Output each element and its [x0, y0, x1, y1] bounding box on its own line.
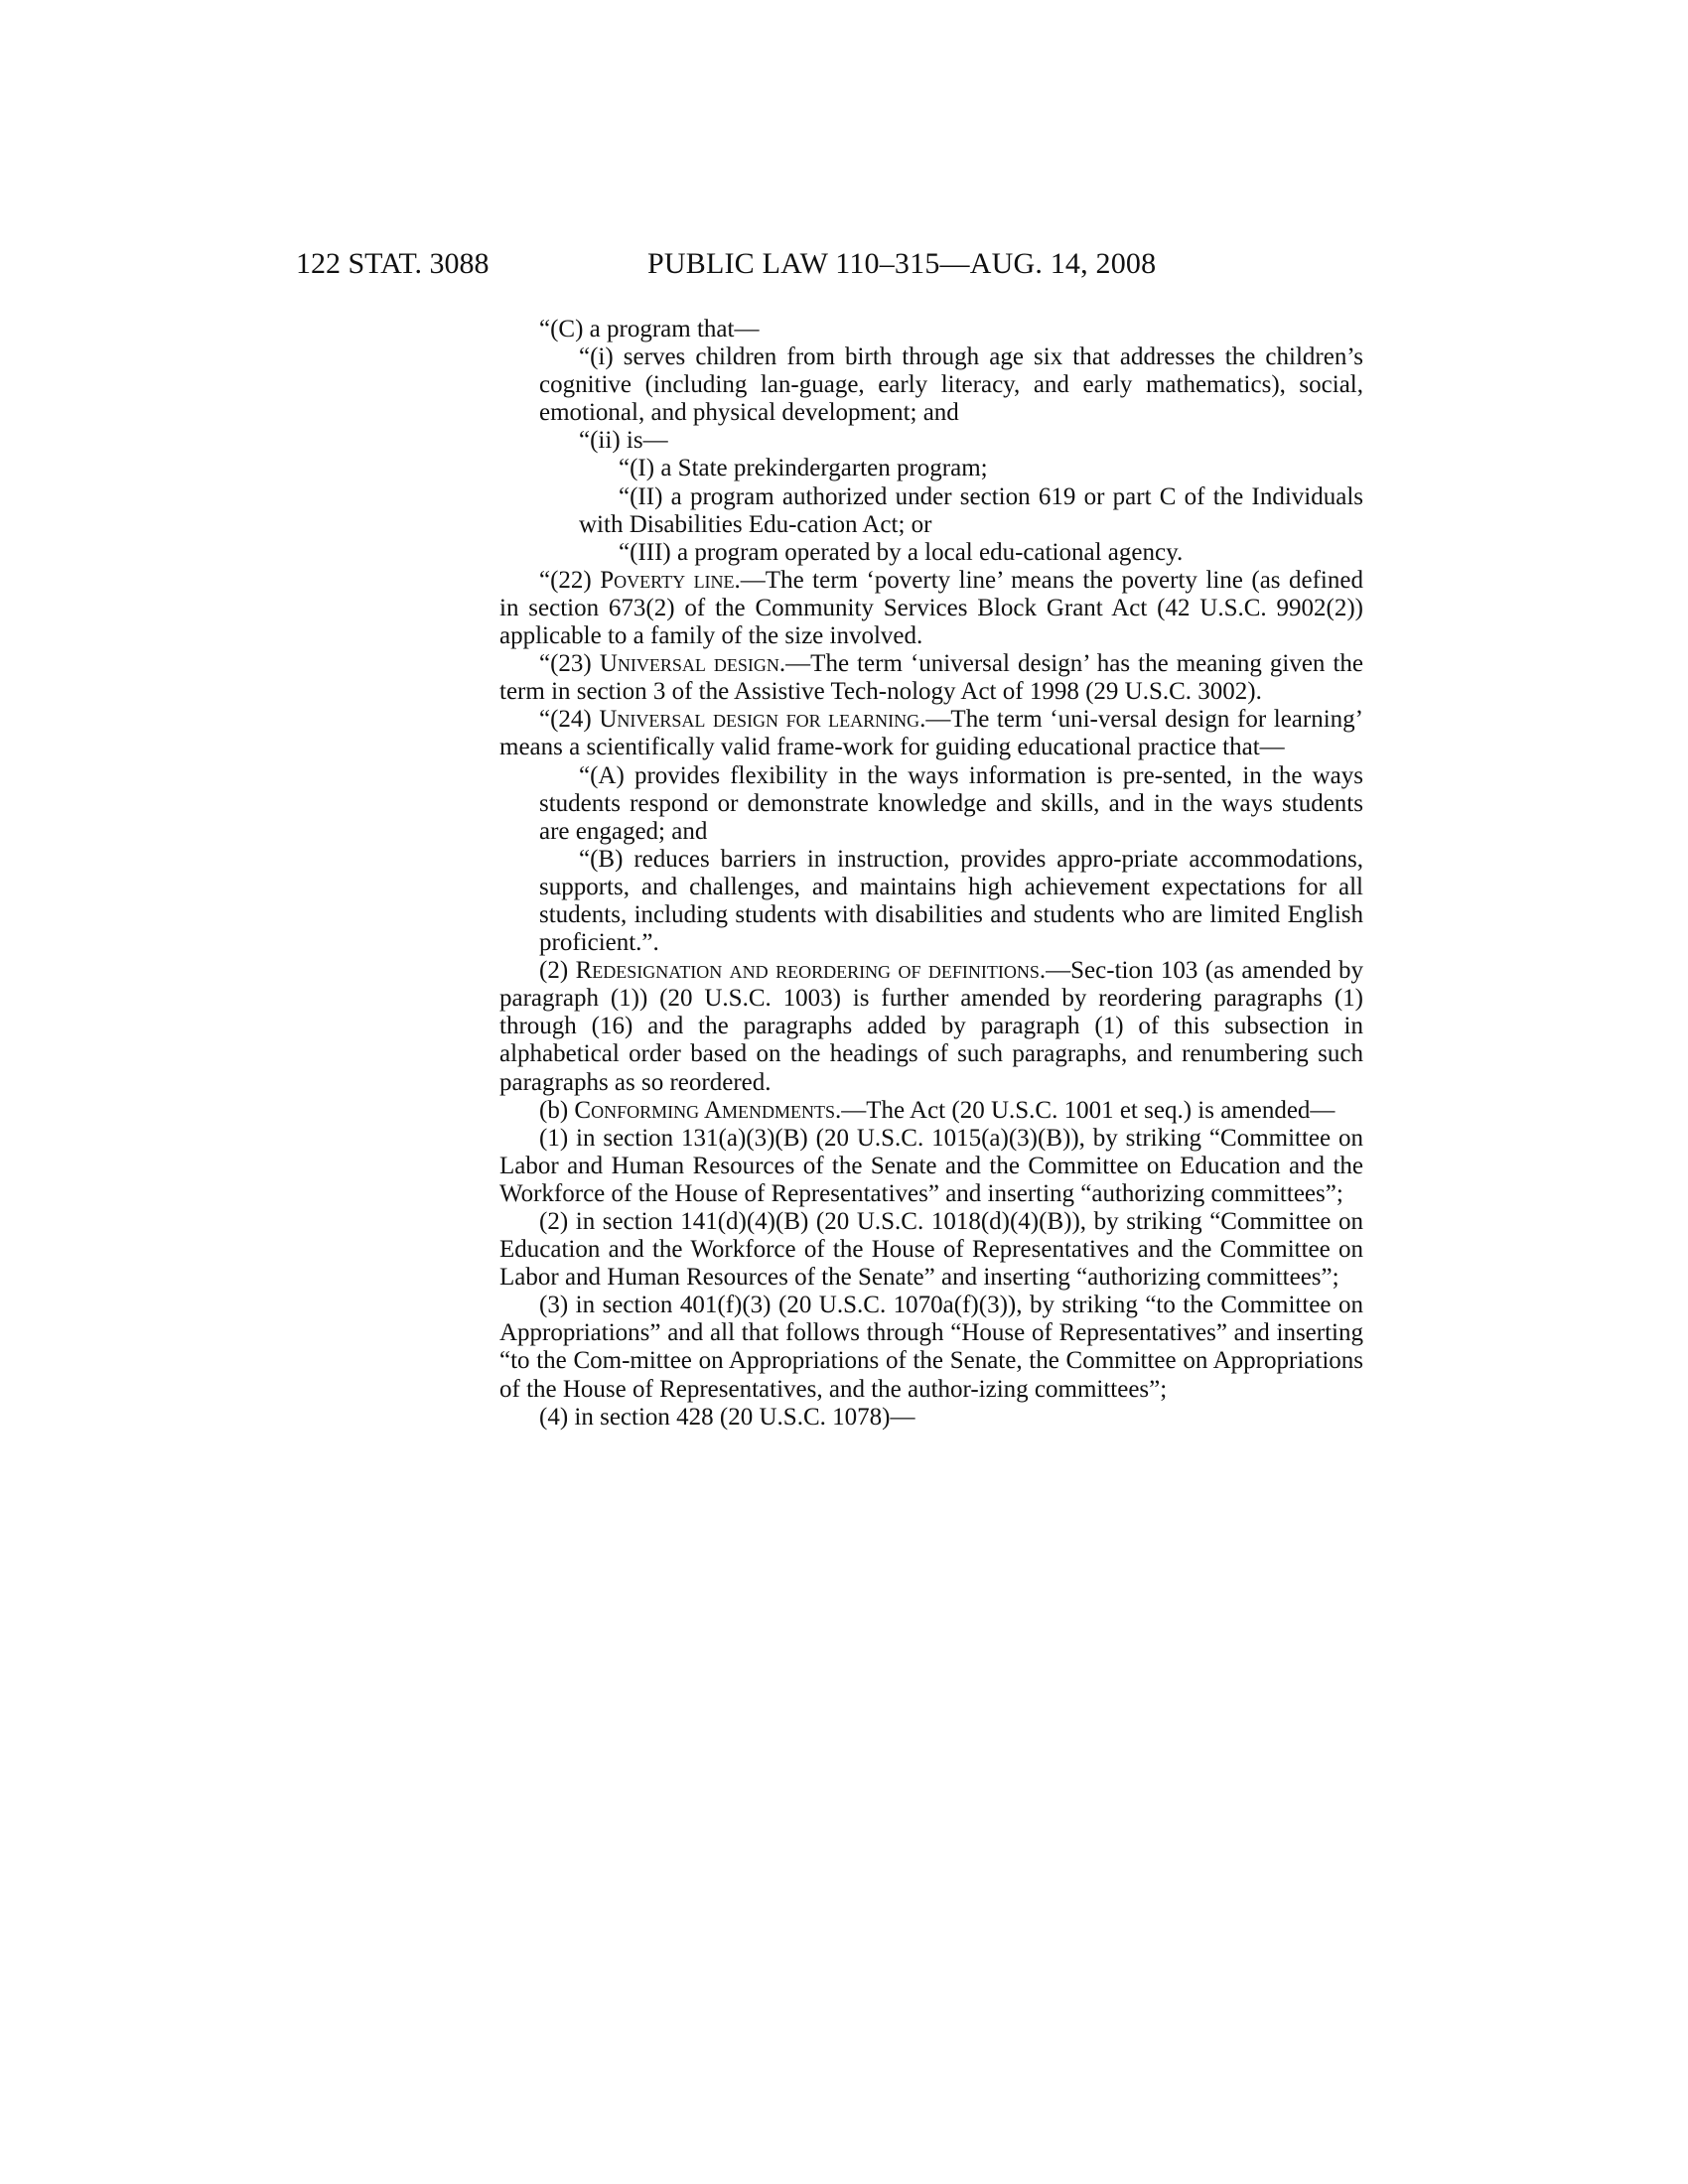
paragraph-lead: (b): [539, 1096, 575, 1124]
subclause-c-ii-II: “(II) a program authorized under section 619 or part C of the Individuals with Disabilities Edu-cation Act; or: [579, 482, 1363, 538]
paragraph-heading: Universal design: [599, 650, 779, 678]
running-header: [296, 244, 1390, 284]
paragraph-text: .—The term ‘poverty line’ means the poverty line (as defined in section 673(2) of the Community Services Block Grant Act (42 U.S.C. 9902(2)) applicable to a family of the size involved.: [499, 566, 1363, 650]
paragraph-text: .—The term ‘universal design’ has the meaning given the term in section 3 of the Assistive Tech-nology Act of 1998 (29 U.S.C. 3002).: [499, 650, 1364, 706]
header-title: PUBLIC LAW 110–315—AUG. 14, 2008: [647, 247, 1157, 280]
paragraph-text: .—Sec-tion 103 (as amended by paragraph (1)) (20 U.S.C. 1003) is further amended by reordering paragraphs (1) through (16) and the paragraphs added by paragraph (1) of this subsection in alphabetical order based on the headings of such paragraphs, and renumbering such paragraphs as so reordered.: [499, 957, 1364, 1096]
paragraph-22-poverty-line: [499, 567, 1363, 650]
paragraph-heading: Universal design for learning: [599, 706, 920, 734]
paragraph-lead: “(24): [539, 706, 600, 734]
subclause-c-ii-III: “(III) a program operated by a local edu-cational agency.: [619, 538, 1184, 566]
paragraph-lead: (2): [539, 957, 576, 985]
amendment-b2: (2) in section 141(d)(4)(B) (20 U.S.C. 1018(d)(4)(B)), by striking “Committee on Education and the Workforce of the House of Representatives and the Committee on Labor and Human Resources of the Senate” and inserting “authorizing committees”;: [499, 1208, 1363, 1292]
paragraph-text: .—The term ‘uni-versal design for learning’ means a scientifically valid frame-work for guiding educational practice that—: [499, 706, 1363, 761]
page-folio: 122 STAT. 3088: [296, 247, 490, 280]
subsection-b-conforming-amendments: [460, 1097, 1363, 1125]
subparagraph-24-B: “(B) reduces barriers in instruction, provides appro-priate accommodations, supports, and challenges, and maintains high achievement expectations for all students, including students with disabilities and students who are limited English proficient.”.: [539, 845, 1363, 957]
paragraph-heading: Redesignation and reordering of definitions: [575, 957, 1040, 985]
paragraph-text: .—The Act (20 U.S.C. 1001 et seq.) is amended—: [835, 1096, 1336, 1124]
paragraph-heading: Conforming Amendments: [574, 1096, 836, 1124]
clause-c-ii: “(ii) is—: [579, 427, 668, 455]
amendment-b3: (3) in section 401(f)(3) (20 U.S.C. 1070a(f)(3)), by striking “to the Committee on Appropriations” and all that follows through “House of Representatives” and inserting “to the Com-mittee on Appropriations of the Senate, the Committee on Appropriations of the House of Representatives, and the author-izing committees”;: [499, 1292, 1363, 1403]
paragraph-24-universal-design-for-learning: [499, 706, 1363, 761]
clause-c-i: “(i) serves children from birth through age six that addresses the children’s cognitive (including lan-guage, early literacy, and early mathematics), social, emotional, and physical development; and: [539, 343, 1363, 427]
amendment-b1: (1) in section 131(a)(3)(B) (20 U.S.C. 1015(a)(3)(B)), by striking “Committee on Labor and Human Resources of the Senate and the Committee on Education and the Workforce of the House of Representatives” and inserting “authorizing committees”;: [499, 1124, 1363, 1207]
paragraph-heading: Poverty line: [600, 566, 735, 594]
clause-c: “(C) a program that—: [539, 316, 760, 342]
paragraph-23-universal-design: [499, 650, 1363, 706]
body-text: [499, 316, 1363, 1432]
paragraph-a2-redesignation: [499, 957, 1363, 1096]
subparagraph-24-A: “(A) provides flexibility in the ways information is pre-sented, in the ways students respond or demonstrate knowledge and skills, and in the ways students are engaged; and: [539, 761, 1363, 845]
amendment-b4: (4) in section 428 (20 U.S.C. 1078)—: [539, 1403, 915, 1431]
subclause-c-ii-I: “(I) a State prekindergarten program;: [619, 455, 988, 482]
paragraph-lead: “(22): [539, 566, 601, 594]
paragraph-lead: “(23): [539, 650, 600, 678]
